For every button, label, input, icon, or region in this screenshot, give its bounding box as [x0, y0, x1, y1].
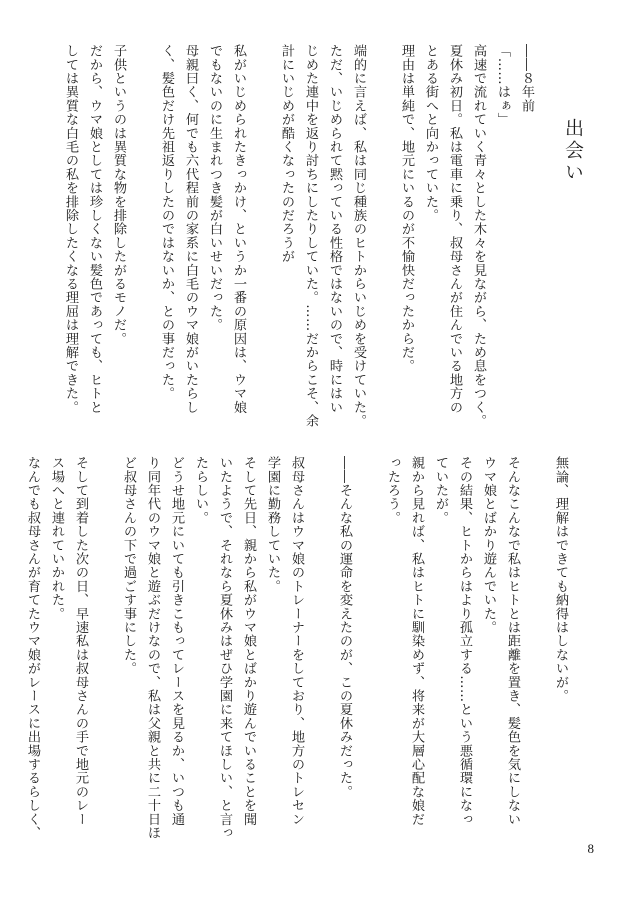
text-line: 学園に勤務していた。 [265, 456, 280, 593]
blank-line [370, 44, 394, 404]
text-line: ス場へと連れていかれた。 [49, 456, 64, 621]
blank-line [250, 44, 274, 404]
text-line: じめた連中を返り討ちにしたりしていた。……だからこそ、余 [303, 44, 318, 428]
blank-line [524, 456, 548, 814]
text-line: だから、ウマ娘としては珍しくない髪色であっても、ヒトと [87, 44, 102, 414]
text-line: ったろう。 [385, 456, 400, 525]
blank-line [356, 456, 380, 814]
text-line: 叔母さんはウマ娘のトレーナーをしており、地方のトレセン [289, 456, 304, 826]
text-line: 計にいじめが酷くなったのだろうが [279, 44, 294, 264]
text-line: とある街へと向かっていた。 [423, 44, 438, 223]
chapter-title: 出会い [562, 118, 584, 184]
text-line: 子供というのは異質な物を排除したがるモノだ。 [111, 44, 126, 346]
text-line: そんなこんなで私はヒトとは距離を置き、髪色を気にしない [505, 456, 520, 826]
text-line: なんでも叔母さんが育てたウマ娘がレースに出場するらしく、 [25, 456, 40, 840]
text-line: しては異質な白毛の私を排除したくなる理屈は理解できた。 [63, 44, 78, 414]
text-line: そして到着した次の日、早速私は叔母さんの手で地元のレー [73, 456, 88, 826]
text-line: でもないのに生まれつき髪が白いせいだった。 [207, 44, 222, 332]
text-line: 夏休み初日。私は電車に乗り、叔母さんが住んでいる地方の [447, 44, 462, 414]
text-line: 理由は単純で、地元にいるのが不愉快だったからだ。 [399, 44, 414, 373]
text-line: その結果、ヒトからはより孤立する……という悪循環になっ [457, 456, 472, 826]
text-line: ていたが。 [433, 456, 448, 525]
text-line: ――そんな私の運命を変えたのが、この夏休みだった。 [337, 456, 352, 799]
blank-line [130, 44, 154, 404]
blank-line [308, 456, 332, 814]
text-line: そして先日、親から私がウマ娘とばかり遊んでいることを聞 [241, 456, 256, 826]
text-line: ど叔母さんの下で過ごす事にした。 [121, 456, 136, 676]
text-line: 端的に言えば、私は同じ種族のヒトからいじめを受けていた。 [351, 44, 366, 428]
text-line: いたようで、それなら夏休みはぜひ学園に来てほしい、と言っ [217, 456, 232, 840]
text-line: ――８年前 [519, 44, 534, 113]
upper-text-block [52, 44, 538, 428]
text-line: どうせ地元にいても引きこもってレースを見るか、いつも通 [169, 456, 184, 826]
text-line: ウマ娘とばかり遊んでいた。 [481, 456, 496, 635]
text-line: 私がいじめられたきっかけ、というか一番の原因は、ウマ娘 [231, 44, 246, 414]
text-line: り同年代のウマ娘と遊ぶだけなので、私は父親と共に二十日ほ [145, 456, 160, 840]
text-line: 高速で流れていく青々とした木々を見ながら、ため息をつく。 [471, 44, 486, 428]
text-line: たらしい。 [193, 456, 208, 525]
text-line: 「……はぁ」 [495, 44, 510, 127]
text-line: く、髪色だけ先祖返りしたのではないか、との事だった。 [159, 44, 174, 401]
text-line: ただ、いじめられて黙っている性格ではないので、時にはい [327, 44, 342, 414]
text-line: 親から見れば、私はヒトに馴染めず、将来が大層心配な娘だ [409, 456, 424, 826]
text-line: 無論、理解はできても納得はしないが。 [553, 456, 568, 703]
lower-text-block [25, 456, 572, 840]
page-number: 8 [587, 841, 594, 856]
blank-line [92, 456, 116, 814]
text-line: 母親曰く、何でも六代程前の家系に白毛のウマ娘がいたらし [183, 44, 198, 414]
